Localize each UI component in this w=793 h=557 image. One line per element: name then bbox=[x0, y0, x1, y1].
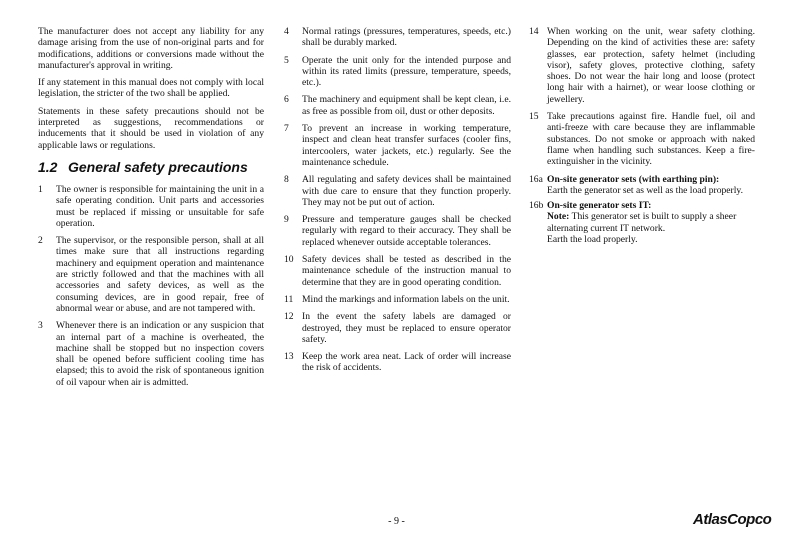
column-middle bbox=[284, 26, 511, 380]
item-text: Operate the unit only for the intended purpose and within its rated limits (pressure, temperature, speeds, etc.). bbox=[302, 54, 511, 89]
list-item bbox=[284, 311, 511, 345]
subsection-body bbox=[529, 211, 755, 245]
item-text: Safety devices shall be tested as described in the maintenance schedule of the instruction manual to determine that they are in good operating condition. bbox=[302, 254, 511, 288]
list-item bbox=[284, 294, 511, 305]
item-text: The supervisor, or the responsible person, shall at all times make sure that all instructions regarding machinery and equipment operation and maintenance are strictly followed and that the machines with all accessories and safety devices, as well as the consuming devices, are in good repair, free of abnormal wear or abuse, and are not tampered with. bbox=[56, 235, 264, 314]
item-text: The owner is responsible for maintaining the unit in a safe operating condition. Unit parts and accessories must be replaced if missing or unsuitable for safe operation. bbox=[56, 183, 264, 229]
intro-paragraph: The manufacturer does not accept any liability for any damage arising from the use of non-original parts and for modifications, additions or conversions made without the manufacturer's approval in writing. bbox=[38, 26, 264, 71]
item-text: Normal ratings (pressures, temperatures, speeds, etc.) shall be durably marked. bbox=[302, 26, 511, 49]
item-number: 13 bbox=[284, 351, 294, 363]
list-item bbox=[38, 184, 264, 229]
subsection-title: On-site generator sets (with earthing pin): bbox=[547, 173, 720, 185]
item-text: Take precautions against fire. Handle fuel, oil and anti-freeze with care because they are inflammable substances. Do not smoke or approach with naked flame when handling such substances. Keep a fire-extinguisher in the vicinity. bbox=[547, 111, 755, 168]
item-text: Keep the work area neat. Lack of order will increase the risk of accidents. bbox=[302, 351, 511, 374]
item-number: 7 bbox=[284, 123, 289, 135]
intro-paragraph: Statements in these safety precautions should not be interpreted as suggestions, recommendations or inducements that it should be used in violation of any applicable laws or regulations. bbox=[38, 105, 264, 151]
item-number: 4 bbox=[284, 26, 289, 37]
subsection-heading bbox=[529, 200, 755, 211]
item-text: All regulating and safety devices shall be maintained with due care to ensure that they function properly. They may not be put out of action. bbox=[302, 174, 511, 208]
item-number: 9 bbox=[284, 214, 289, 226]
item-number: 16b bbox=[529, 200, 544, 212]
section-number: 1.2 bbox=[38, 158, 58, 175]
item-text: Mind the markings and information labels on the unit. bbox=[302, 293, 510, 305]
list-item bbox=[284, 94, 511, 117]
item-number: 5 bbox=[284, 54, 289, 66]
page-number: - 9 - bbox=[388, 516, 405, 527]
list-item bbox=[284, 55, 511, 89]
list-item bbox=[529, 26, 755, 105]
column-left bbox=[38, 26, 264, 394]
item-number: 8 bbox=[284, 174, 289, 186]
list-item bbox=[38, 320, 264, 388]
item-number: 6 bbox=[284, 94, 289, 106]
list-item bbox=[284, 214, 511, 248]
note-text: This generator set is built to supply a sheer alternating current IT network. bbox=[547, 211, 737, 234]
list-item bbox=[284, 174, 511, 208]
list-item bbox=[284, 254, 511, 288]
item-text: In the event the safety labels are damaged or destroyed, they must be replaced to ensure operator safety. bbox=[302, 311, 511, 345]
list-item bbox=[284, 123, 511, 168]
item-number: 16a bbox=[529, 173, 543, 185]
subsection-title: On-site generator sets IT: bbox=[547, 200, 652, 212]
item-number: 11 bbox=[284, 293, 294, 305]
item-text: To prevent an increase in working temperature, inspect and clean heat transfer surfaces (cooler fins, intercoolers, water jackets, etc.) regularly. See the maintenance schedule. bbox=[302, 123, 511, 168]
column-right bbox=[529, 26, 755, 249]
item-number: 15 bbox=[529, 111, 539, 123]
intro-paragraph: If any statement in this manual does not comply with local legislation, the stricter of the two shall be applied. bbox=[38, 77, 264, 100]
item-number: 1 bbox=[38, 183, 43, 195]
list-item bbox=[284, 351, 511, 374]
body-text: Earth the load properly. bbox=[547, 234, 638, 246]
item-number: 2 bbox=[38, 235, 43, 247]
subsection-heading bbox=[529, 174, 755, 185]
body-text: Earth the generator set as well as the load properly. bbox=[547, 184, 743, 196]
subsection-16b bbox=[529, 200, 755, 245]
note-paragraph bbox=[547, 211, 755, 234]
list-item bbox=[284, 26, 511, 49]
item-number: 3 bbox=[38, 320, 43, 332]
item-number: 12 bbox=[284, 311, 294, 323]
section-title: General safety precautions bbox=[68, 158, 248, 175]
item-number: 14 bbox=[529, 26, 539, 37]
item-text: Whenever there is an indication or any suspicion that an internal part of a machine is overheated, the machine shall be stopped but no inspection covers shall be opened before sufficient cooling time has elapsed; this to avoid the risk of spontaneous ignition of oil vapour when air is admitted. bbox=[56, 320, 264, 388]
brand-logo: AtlasCopco bbox=[693, 511, 772, 528]
section-heading bbox=[38, 159, 264, 175]
subsection-16a bbox=[529, 174, 755, 197]
list-item bbox=[529, 111, 755, 167]
item-number: 10 bbox=[284, 254, 294, 266]
subsection-body bbox=[529, 185, 755, 196]
list-item bbox=[38, 235, 264, 314]
item-text: The machinery and equipment shall be kept clean, i.e. as free as possible from oil, dust or other deposits. bbox=[302, 94, 511, 117]
note-label: Note: bbox=[547, 211, 570, 223]
item-text: When working on the unit, wear safety clothing. Depending on the kind of activities these are: safety glasses, ear protection, safety helmet (including visor), safety gloves, protective clothing, safety shoes. Do not wear the hair long and loose (protect long hair with a hairnet), or wear loose clothing or jewellery. bbox=[547, 26, 755, 105]
item-text: Pressure and temperature gauges shall be checked regularly with regard to their accuracy. They shall be replaced whenever outside acceptable tolerances. bbox=[302, 214, 511, 248]
